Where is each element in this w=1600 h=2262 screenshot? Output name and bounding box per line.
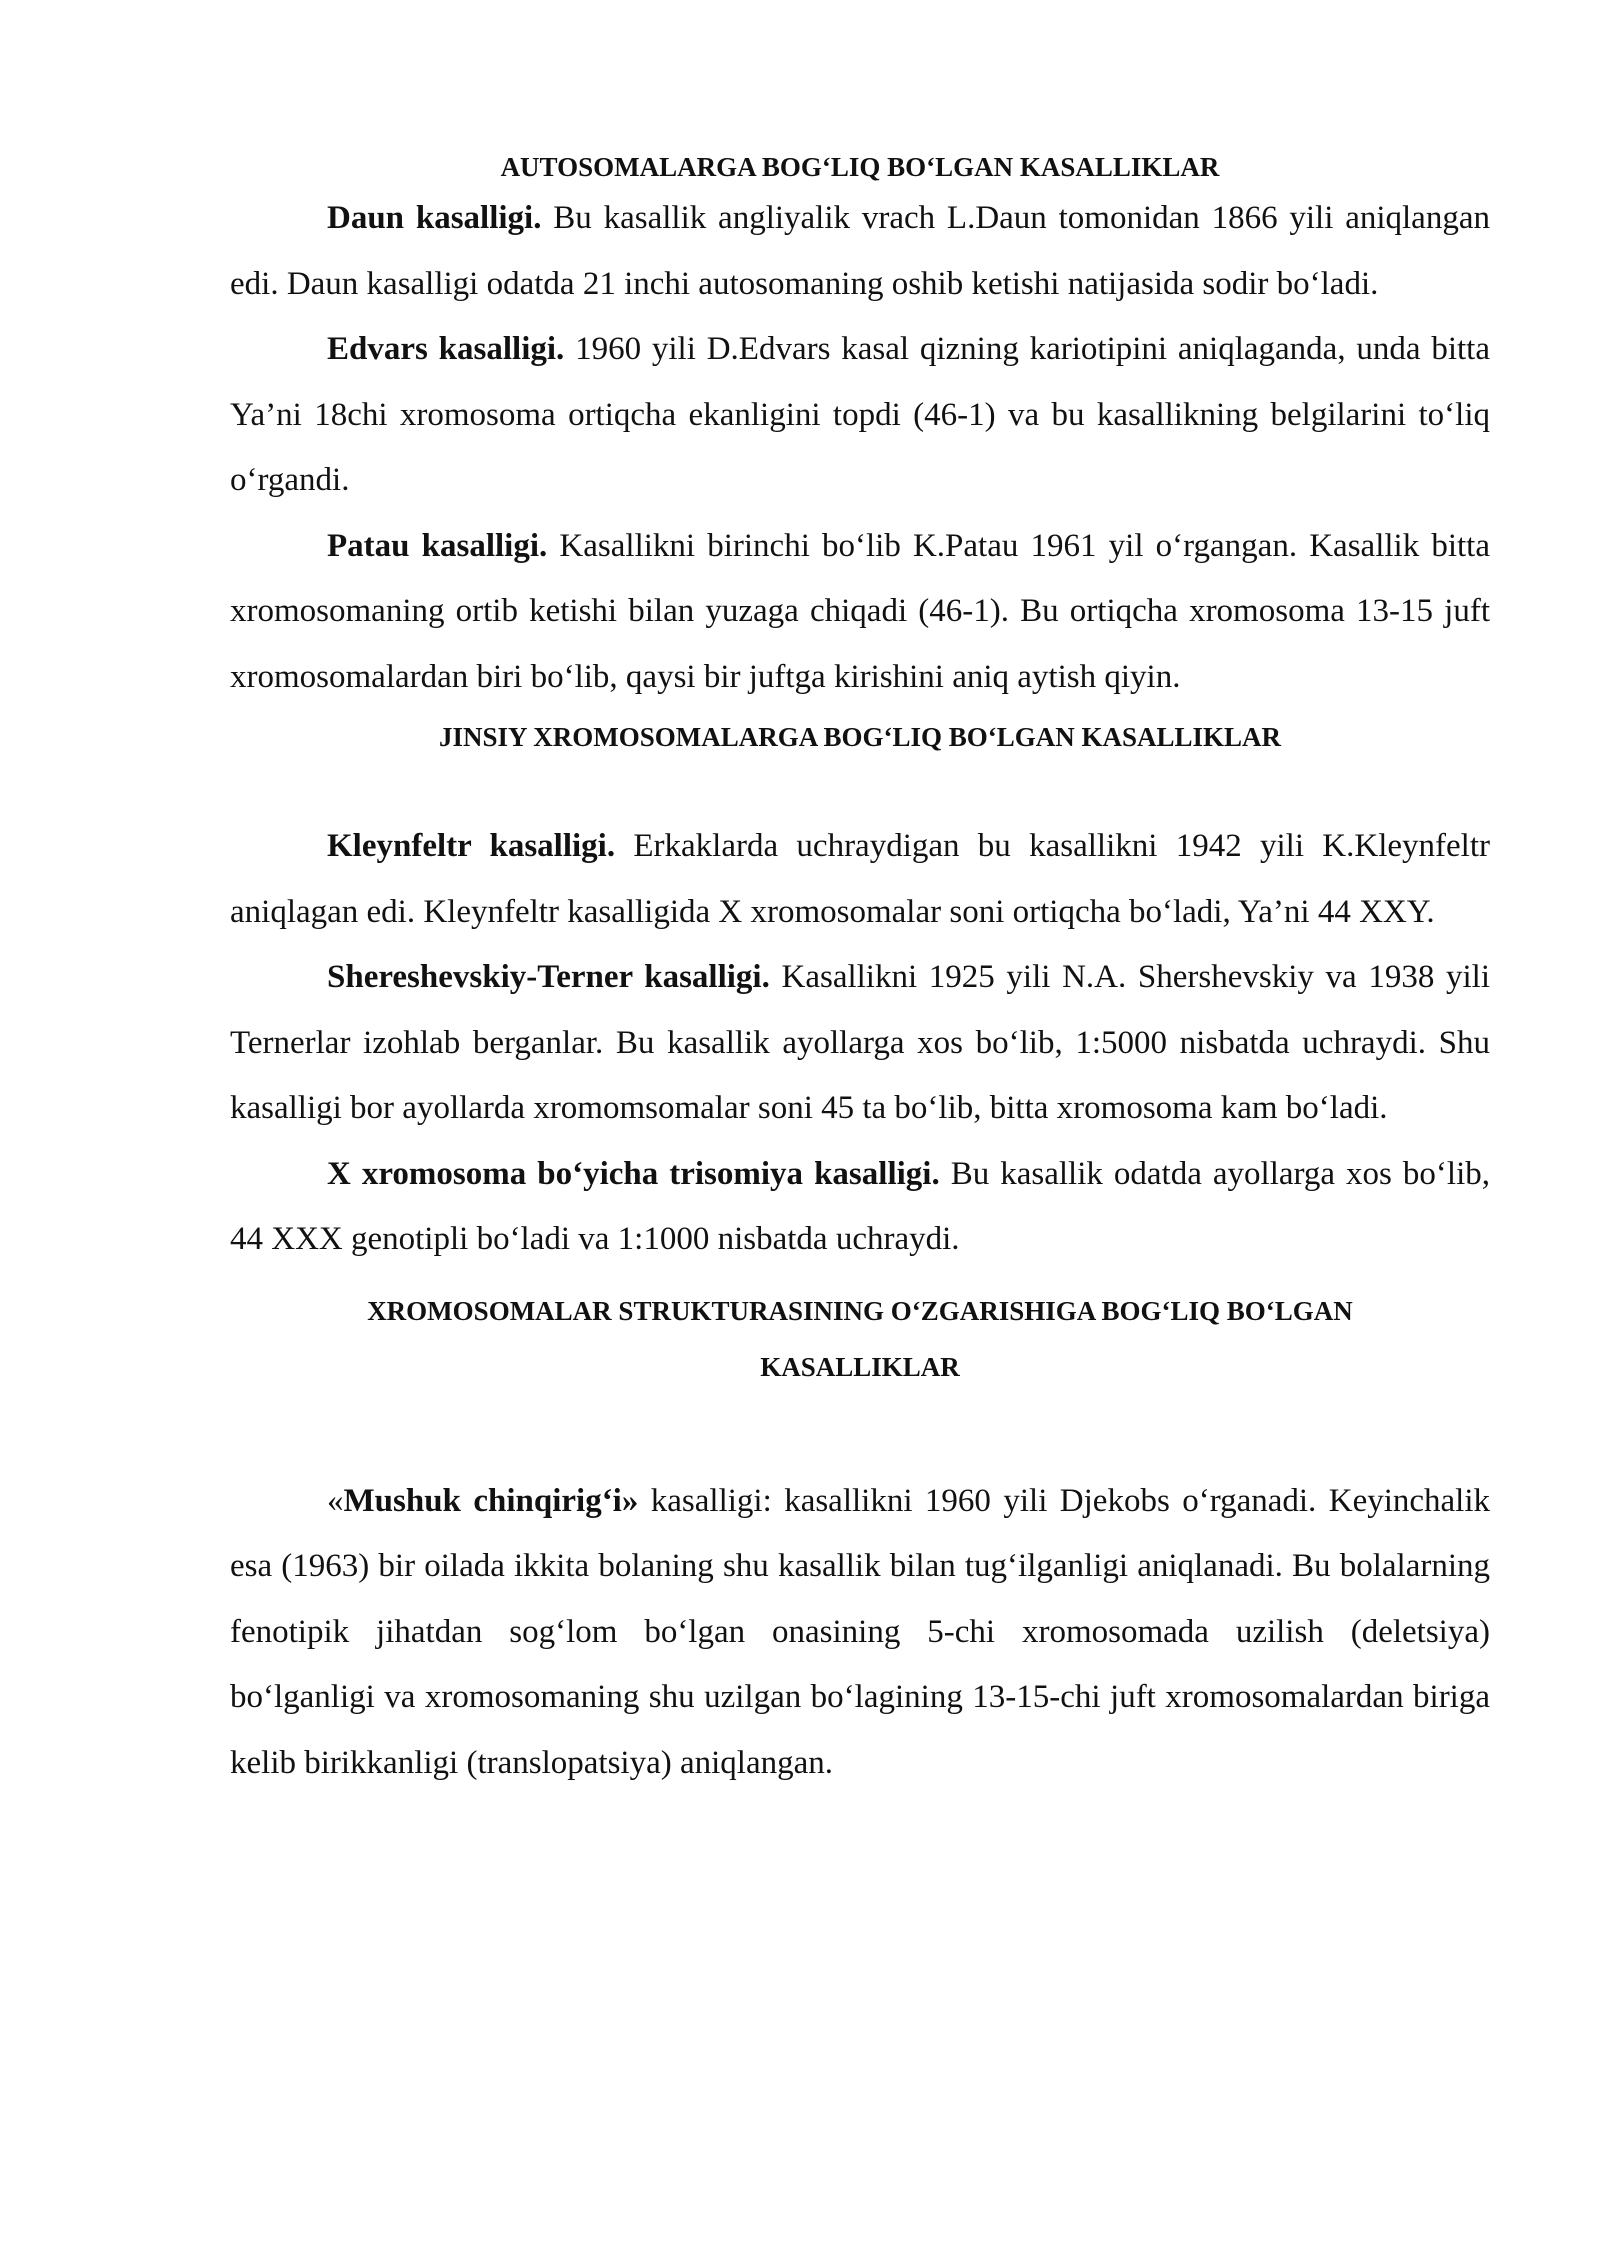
quote-open: « — [327, 1482, 344, 1519]
paragraph-text: kasalligi: kasallikni 1960 yili Djekobs o‘rganadi. Keyinchalik esa (1963) bir oilada ikkita bolaning shu kasallik bilan tug‘ilganligi aniqlanadi. Bu bolalarning fenotipik jihatdan sog‘lom bo‘lgan onasining 5-chi xromosomada uzilish (deletsiya) bo‘lganligi va xromosomaning shu uzilgan bo‘lagining 13-15-chi juft xromosomalardan biriga kelib birikkanligi (translopatsiya) aniqlangan. — [230, 1482, 1491, 1781]
paragraph-text: Kasallikni birinchi bo‘lib K.Patau 1961 yil o‘rgangan. Kasallik bitta xromosomaning ortib ketishi bilan yuzaga chiqadi (46-1). Bu ortiqcha xromosoma 13-15 juft xromosomalardan biri bo‘lib, qaysi bir juftga kirishini aniq aytish qiyin. — [230, 527, 1490, 695]
paragraph-text: Bu kasallik angliyalik vrach L.Daun tomonidan 1866 yili aniqlangan edi. Daun kasalligi odatda 21 inchi autosomaning oshib ketishi natijasida sodir bo‘ladi. — [230, 200, 1490, 302]
term-daun: Daun kasalligi. — [327, 200, 542, 236]
document-page — [230, 148, 1490, 1796]
paragraph-patau — [230, 514, 1490, 711]
paragraph-shereshevskiy-terner — [230, 945, 1490, 1142]
paragraph-text: Erkaklarda uchraydigan bu kasallikni 1942 yili K.Kleynfeltr aniqlagan edi. Kleynfeltr kasalligida X xromosomalar soni ortiqcha bo‘ladi, Ya’ni 44 XXY. — [230, 828, 1490, 930]
heading-line-1: XROMOSOMALAR STRUKTURASINING O‘ZGARISHIGA BOG‘LIQ BO‘LGAN — [367, 1295, 1353, 1326]
paragraph-text: Bu kasallik odatda ayollarga xos bo‘lib, 44 XXX genotipli bo‘ladi va 1:1000 nisbatda uchraydi. — [230, 1155, 1490, 1257]
paragraph-text: 1960 yili D.Edvars kasal qizning kariotipini aniqlaganda, unda bitta Ya’ni 18chi xromosoma ortiqcha ekanligini topdi (46-1) va bu kasallikning belgilarini to‘liq o‘rgandi. — [230, 331, 1490, 498]
paragraph-kleynfeltr — [230, 814, 1490, 945]
term-patau: Patau kasalligi. — [327, 527, 548, 564]
term-shereshevskiy-terner: Shereshevskiy-Terner kasalligi. — [327, 959, 770, 995]
paragraph-daun — [230, 186, 1490, 317]
term-edvars: Edvars kasalligi. — [327, 331, 565, 367]
term-x-trisomy: X xromosoma bo‘yicha trisomiya kasalligi. — [327, 1155, 940, 1192]
section-heading-structural — [230, 1283, 1490, 1395]
section-heading-sex-chromosomes: JINSIY XROMOSOMALARGA BOG‘LIQ BO‘LGAN KASALLIKLAR — [438, 722, 1282, 752]
heading-line-2: KASALLIKLAR — [760, 1351, 960, 1382]
paragraph-x-trisomy — [230, 1142, 1490, 1273]
term-mushuk-chinqirigi: Mushuk chinqirig‘i» — [343, 1482, 639, 1519]
term-kleynfeltr: Kleynfeltr kasalligi. — [327, 828, 616, 864]
paragraph-text: Kasallikni 1925 yili N.A. Shershevskiy va 1938 yili Ternerlar izohlab berganlar. Bu kasallik ayollarga xos bo‘lib, 1:5000 nisbatda uchraydi. Shu kasalligi bor ayollarda xromomsomalar soni 45 ta bo‘lib, bitta xromosoma kam bo‘ladi. — [230, 959, 1490, 1126]
paragraph-mushuk-chinqirigi — [230, 1469, 1490, 1797]
paragraph-edvars — [230, 317, 1490, 514]
section-heading-autosomal: AUTOSOMALARGA BOG‘LIQ BO‘LGAN KASALLIKLAR — [500, 152, 1220, 182]
